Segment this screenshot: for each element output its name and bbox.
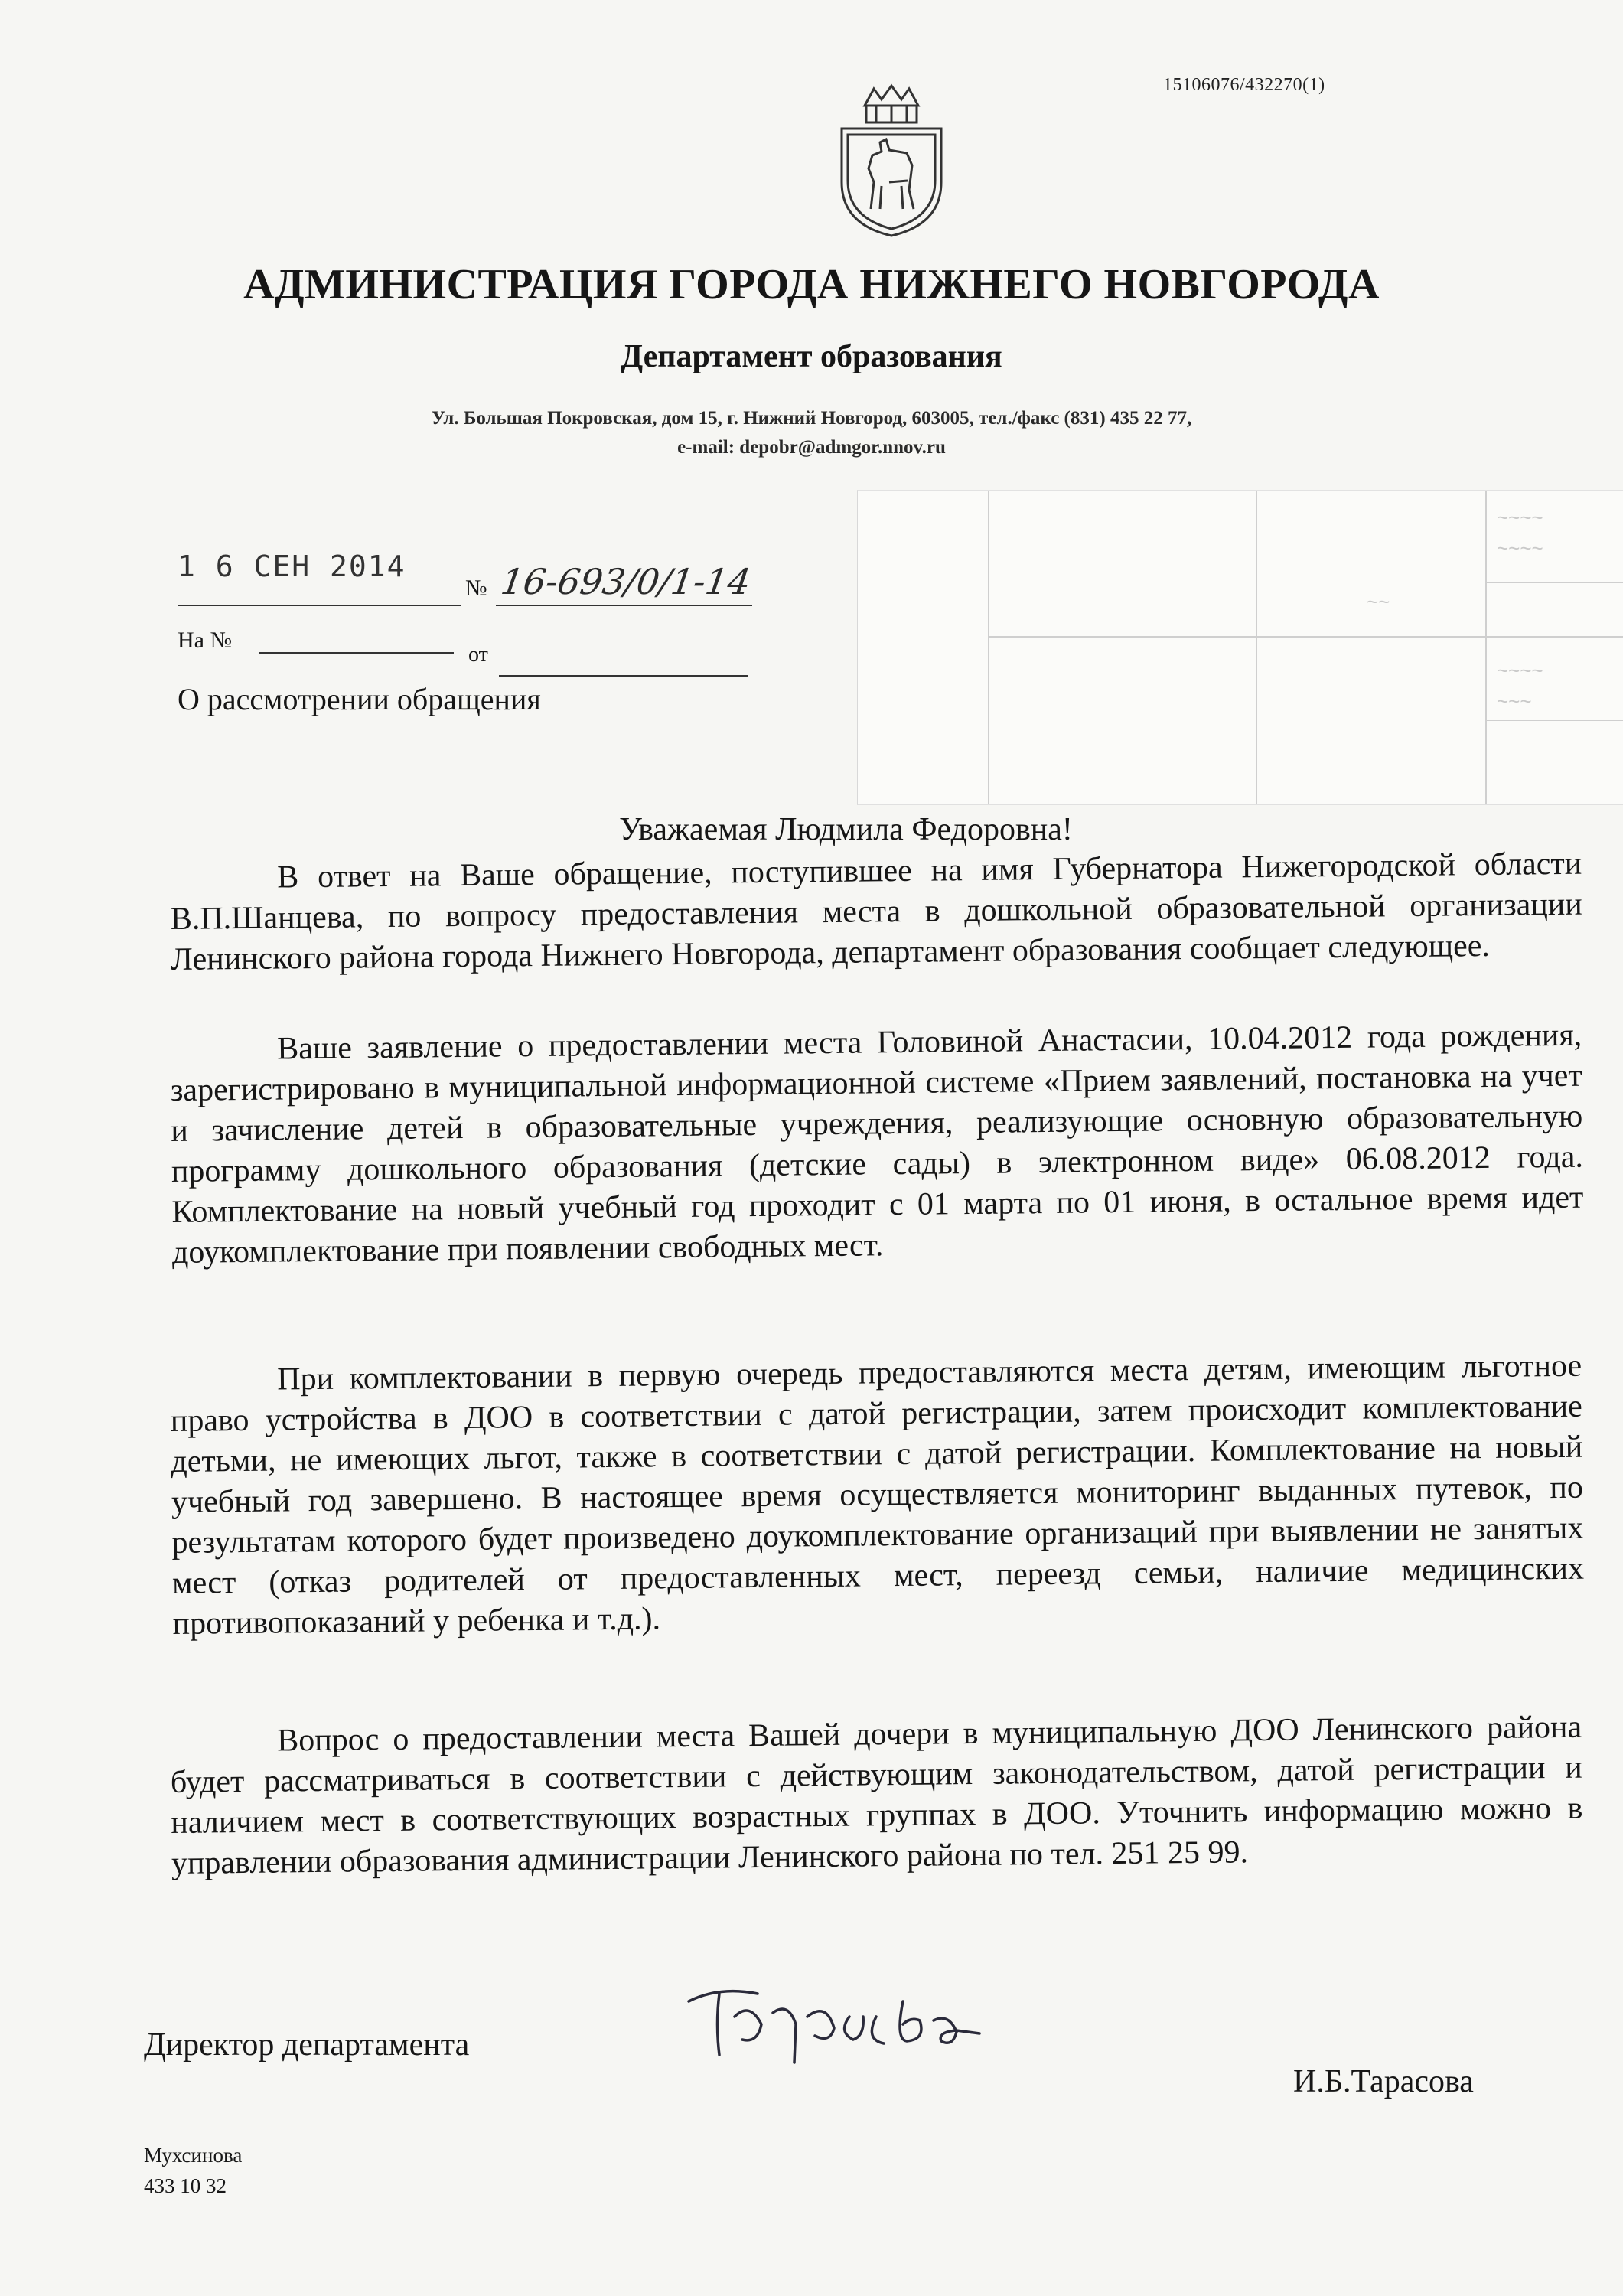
outgoing-number: 16-693/0/1-14 <box>498 561 754 602</box>
address-line-1: Ул. Большая Покровская, дом 15, г. Нижний Новгород, 603005, тел./факс (831) 435 22 77, <box>431 408 1192 429</box>
signature-role: Директор департамента <box>144 2027 470 2063</box>
body-paragraph-2: Ваше заявление о предоставлении места Головиной Анастасии, 10.04.2012 года рождения, зарегистрировано в муниципальной информационной системе «Прием заявлений, постановка на учет и зачисление детей в образовательные учреждения, реализующие основную образовательную программу дошкольного образования (детские сады) в электронном виде» 06.08.2012 года. Комплектование на новый учебный год проходит с 01 марта по 01 июня, в остальное время идет доукомплектование при появлении свободных мест. <box>170 1017 1584 1270</box>
executor-block <box>144 2140 242 2201</box>
body-paragraph-3: При комплектовании в первую очередь предоставляются места детям, имеющим льготное право устройства в ДОО в соответствии с датой регистрации, затем происходит комплектование детьми, не имеющих льгот, также в соответствии с датой регистрации. Комплектование на новый учебный год завершено. В настоящее время осуществляется мониторинг выданных путевок, по результатам которого будет произведено доукомплектование организаций при выявлении не занятых мест (отказ родителей от предоставленных мест, переезд семьи, наличие медицинских противопоказаний у ребенка и т.д.). <box>170 1348 1585 1642</box>
executor-phone: 433 10 32 <box>144 2174 227 2197</box>
department-address <box>0 404 1623 462</box>
reply-from-label: от <box>468 643 488 667</box>
pasted-table-fragment: ~~ ~~~~ ~~~~ ~~~~ ~~~ <box>857 490 1623 805</box>
handwritten-signature <box>673 1971 995 2078</box>
body-paragraph-4: Вопрос о предоставлении места Вашей дочери в муниципальную ДОО Ленинского района будет рассматриваться в соответствии с действующим законодательством, датой регистрации и наличием мест в соответствующих возрастных группах в ДОО. Уточнить информацию можно в управлении образования администрации Ленинского района по тел. 251 25 99. <box>170 1709 1583 1881</box>
address-email: e-mail: depobr@admgor.nnov.ru <box>677 437 946 458</box>
signatory-name: И.Б.Тарасова <box>1293 2064 1474 2099</box>
document-id: 15106076/432270(1) <box>1163 75 1325 95</box>
executor-name: Мухсинова <box>144 2144 243 2167</box>
greeting: Уважаемая Людмила Федоровна! <box>619 812 1073 847</box>
reply-to-label: На № <box>178 628 233 653</box>
date-stamp: 1 6 СЕН 2014 <box>178 550 406 583</box>
body-paragraph-1: В ответ на Ваше обращение, поступившее на имя Губернатора Нижегородской области В.П.Шанцева, по вопросу предоставления места в дошкольной образовательной организации Ленинского района города Нижнего Новгорода, департамент образования сообщает следующее. <box>170 846 1582 977</box>
subject-line: О рассмотрении обращения <box>178 682 541 716</box>
city-emblem-icon <box>834 83 949 240</box>
department-name: Департамент образования <box>621 339 1002 374</box>
organization-title: АДМИНИСТРАЦИЯ ГОРОДА НИЖНЕГО НОВГОРОДА <box>243 261 1380 308</box>
number-label: № <box>465 576 487 601</box>
